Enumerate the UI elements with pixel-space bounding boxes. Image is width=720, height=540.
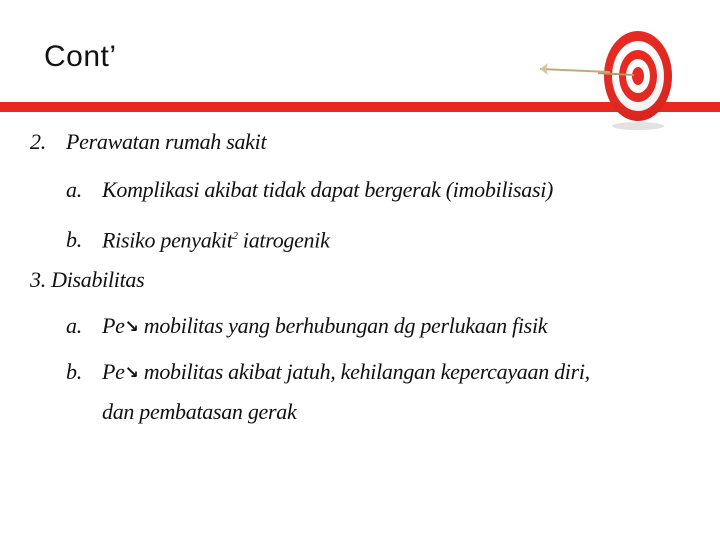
list-text: mobilitas akibat jatuh, kehilangan kepercayaan diri,	[138, 359, 590, 384]
list-text: dan pembatasan gerak	[102, 399, 297, 424]
arrow-down-right-icon: ↘	[124, 363, 139, 383]
list-text: Pe	[102, 313, 125, 338]
dart-target-icon	[598, 28, 680, 132]
list-marker: b.	[66, 359, 82, 384]
list-text: 3. Disabilitas	[30, 267, 145, 292]
list-marker: 2.	[30, 129, 46, 154]
list-text: Perawatan rumah sakit	[66, 129, 267, 154]
list-item	[66, 358, 590, 388]
list-item	[30, 266, 144, 294]
list-item	[66, 312, 547, 342]
list-item	[66, 176, 553, 204]
list-marker: b.	[66, 227, 82, 253]
list-text: Risiko penyakit	[102, 227, 233, 253]
arrow-shaft-icon	[540, 60, 610, 80]
list-item	[30, 128, 266, 156]
list-item	[66, 222, 330, 254]
superscript: 2	[232, 230, 238, 242]
list-item-continuation	[102, 398, 296, 426]
list-marker: a.	[66, 313, 82, 338]
list-text: iatrogenik	[237, 227, 330, 253]
list-text: mobilitas yang berhubungan dg perlukaan fisik	[138, 313, 548, 338]
list-marker: a.	[66, 177, 82, 202]
list-text: Pe	[102, 359, 125, 384]
list-text: Komplikasi akibat tidak dapat bergerak (imobilisasi)	[102, 177, 554, 202]
slide-title: Cont’	[44, 40, 117, 73]
arrow-down-right-icon: ↘	[124, 317, 139, 337]
